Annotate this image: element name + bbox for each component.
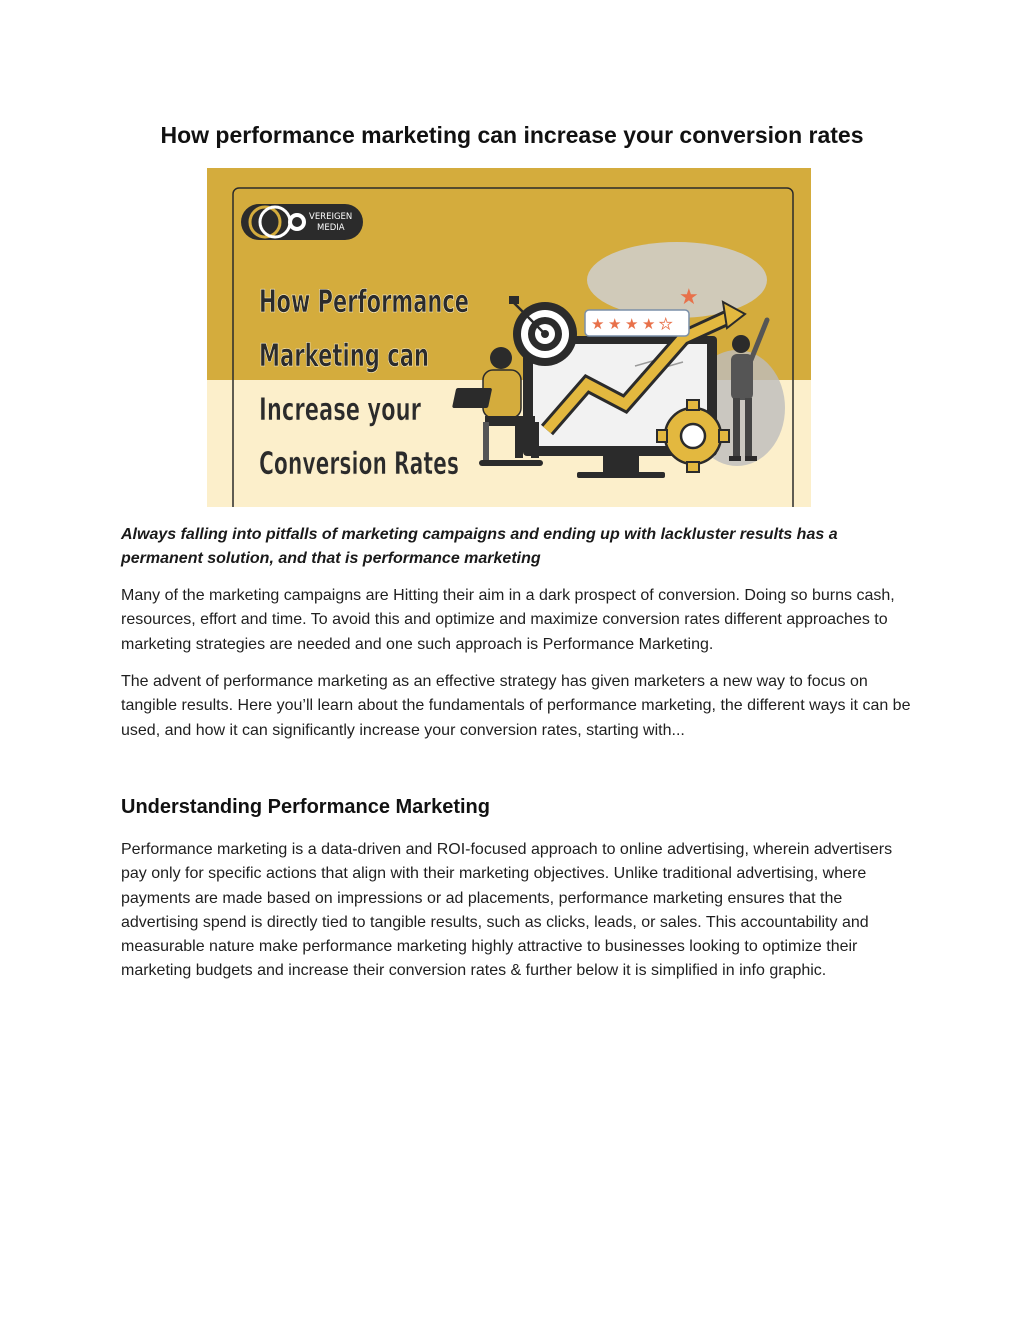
lead-paragraph: Always falling into pitfalls of marketing campaigns and ending up with lackluster results has a permanent solution, and that is performance marketing [121,526,838,567]
body-paragraph-1: Many of the marketing campaigns are Hitting their aim in a dark prospect of conversion. Doing so burns cash, resources, effort and time. To avoid this and optimize and maximize conversion rates different approaches to marketing strategies are needed and one such approach is Performance Marketing. [121,587,895,653]
logo-text-media: MEDIA [317,223,345,233]
headline-line-3: Increase your [259,392,422,428]
star-icon: ★ [591,315,605,333]
headline-line-4: Conversion Rates [259,446,459,482]
page-title: How performance marketing can increase your conversion rates [160,122,864,148]
star-icon: ★ [608,315,622,333]
vereigen-logo [241,204,363,240]
section-heading: Understanding Performance Marketing [121,796,490,818]
star-icon: ★ [625,315,639,333]
banner-image [207,168,811,507]
headline-line-2: Marketing can [259,338,429,374]
flying-star-icon: ★ [679,285,699,310]
body-paragraph-2: The advent of performance marketing as an effective strategy has given marketers a new way to focus on tangible results. Here you’ll learn about the fundamentals of performance marketing, the different ways it can be used, and how it can significantly increase your conversion rates, starting with... [121,673,911,739]
cloud-shape [587,242,767,318]
body-paragraph-3: Performance marketing is a data-driven and ROI-focused approach to online advertising, wherein advertisers pay only for specific actions that align with their marketing objectives. Unlike traditional advertising, where payments are made based on impressions or ad placements, performance marketing ensures that the advertising spend is directly tied to tangible results, such as clicks, leads, or sales. This accountability and measurable nature make performance marketing highly attractive to businesses looking to optimize their marketing budgets and increase their conversion rates & further below it is simplified in info graphic. [121,841,893,980]
headline-line-1: How Performance [259,284,469,320]
logo-text-vereigen: VEREIGEN [309,212,353,222]
star-outline-icon: ★ [659,315,673,333]
star-icon: ★ [642,315,656,333]
